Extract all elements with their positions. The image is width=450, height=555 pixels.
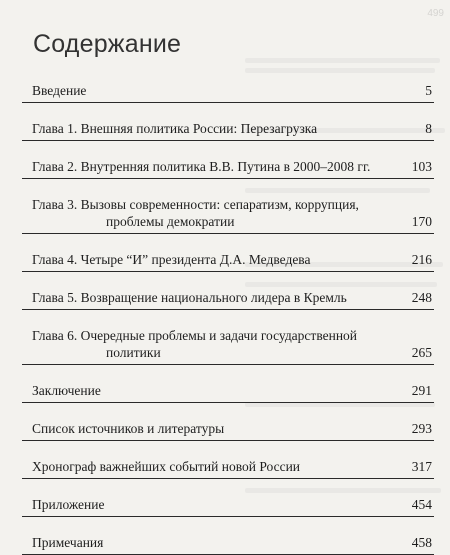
toc-entry-label: Хронограф важнейших событий новой России xyxy=(32,459,301,474)
toc-entry-chapter-6[interactable] xyxy=(22,323,434,365)
page-title: Содержание xyxy=(33,30,182,58)
toc-entry-chapter-1[interactable] xyxy=(22,116,434,141)
toc-entry-label: Глава 2. Внутренняя политика В.В. Путина в 2000–2008 гг. xyxy=(32,159,371,174)
toc-entry-appendix[interactable] xyxy=(22,492,434,517)
toc-entry-conclusion[interactable] xyxy=(22,378,434,403)
toc-entry-page: 216 xyxy=(411,252,432,267)
toc-entry-label: Глава 3. Вызовы современности: сепаратизм, коррупция, xyxy=(32,197,359,212)
toc-entry-page: 265 xyxy=(411,345,432,360)
toc-entry-label: Введение xyxy=(32,83,87,98)
toc-entry-page: 8 xyxy=(425,121,432,136)
toc-entry-page: 458 xyxy=(411,535,432,550)
toc-entry-label: Глава 6. Очередные проблемы и задачи государственной xyxy=(32,328,358,343)
toc-entry-label: Глава 4. Четыре “И” президента Д.А. Медведева xyxy=(32,252,311,267)
toc-entry-label: Приложение xyxy=(32,497,105,512)
toc-entry-page: 317 xyxy=(411,459,432,474)
toc-entry-page: 293 xyxy=(411,421,432,436)
toc-entry-page: 170 xyxy=(411,214,432,229)
toc-entry-page: 5 xyxy=(425,83,432,98)
toc-entry-page: 248 xyxy=(411,290,432,305)
toc-entry-chapter-2[interactable] xyxy=(22,154,434,179)
toc-entry-label: Заключение xyxy=(32,383,101,398)
toc-entry-intro[interactable] xyxy=(22,78,434,103)
toc-entry-label: Список источников и литературы xyxy=(32,421,225,436)
toc-entry-chronograph[interactable] xyxy=(22,454,434,479)
toc-entry-label-continued: политики xyxy=(106,345,161,360)
toc-entry-label: Глава 5. Возвращение национального лидера в Кремль xyxy=(32,290,347,305)
bleed-page-mark: 499 xyxy=(427,8,444,19)
toc-entry-label-continued: проблемы демократии xyxy=(106,214,235,229)
toc-entry-chapter-4[interactable] xyxy=(22,247,434,272)
toc-entry-chapter-3[interactable] xyxy=(22,192,434,234)
toc-entry-page: 103 xyxy=(411,159,432,174)
toc-entry-page: 291 xyxy=(411,383,432,398)
toc-entry-label: Примечания xyxy=(32,535,104,550)
toc-entry-label: Глава 1. Внешняя политика России: Перезагрузка xyxy=(32,121,318,136)
table-of-contents xyxy=(22,78,434,555)
toc-entry-sources[interactable] xyxy=(22,416,434,441)
toc-entry-page: 454 xyxy=(411,497,432,512)
toc-entry-chapter-5[interactable] xyxy=(22,285,434,310)
